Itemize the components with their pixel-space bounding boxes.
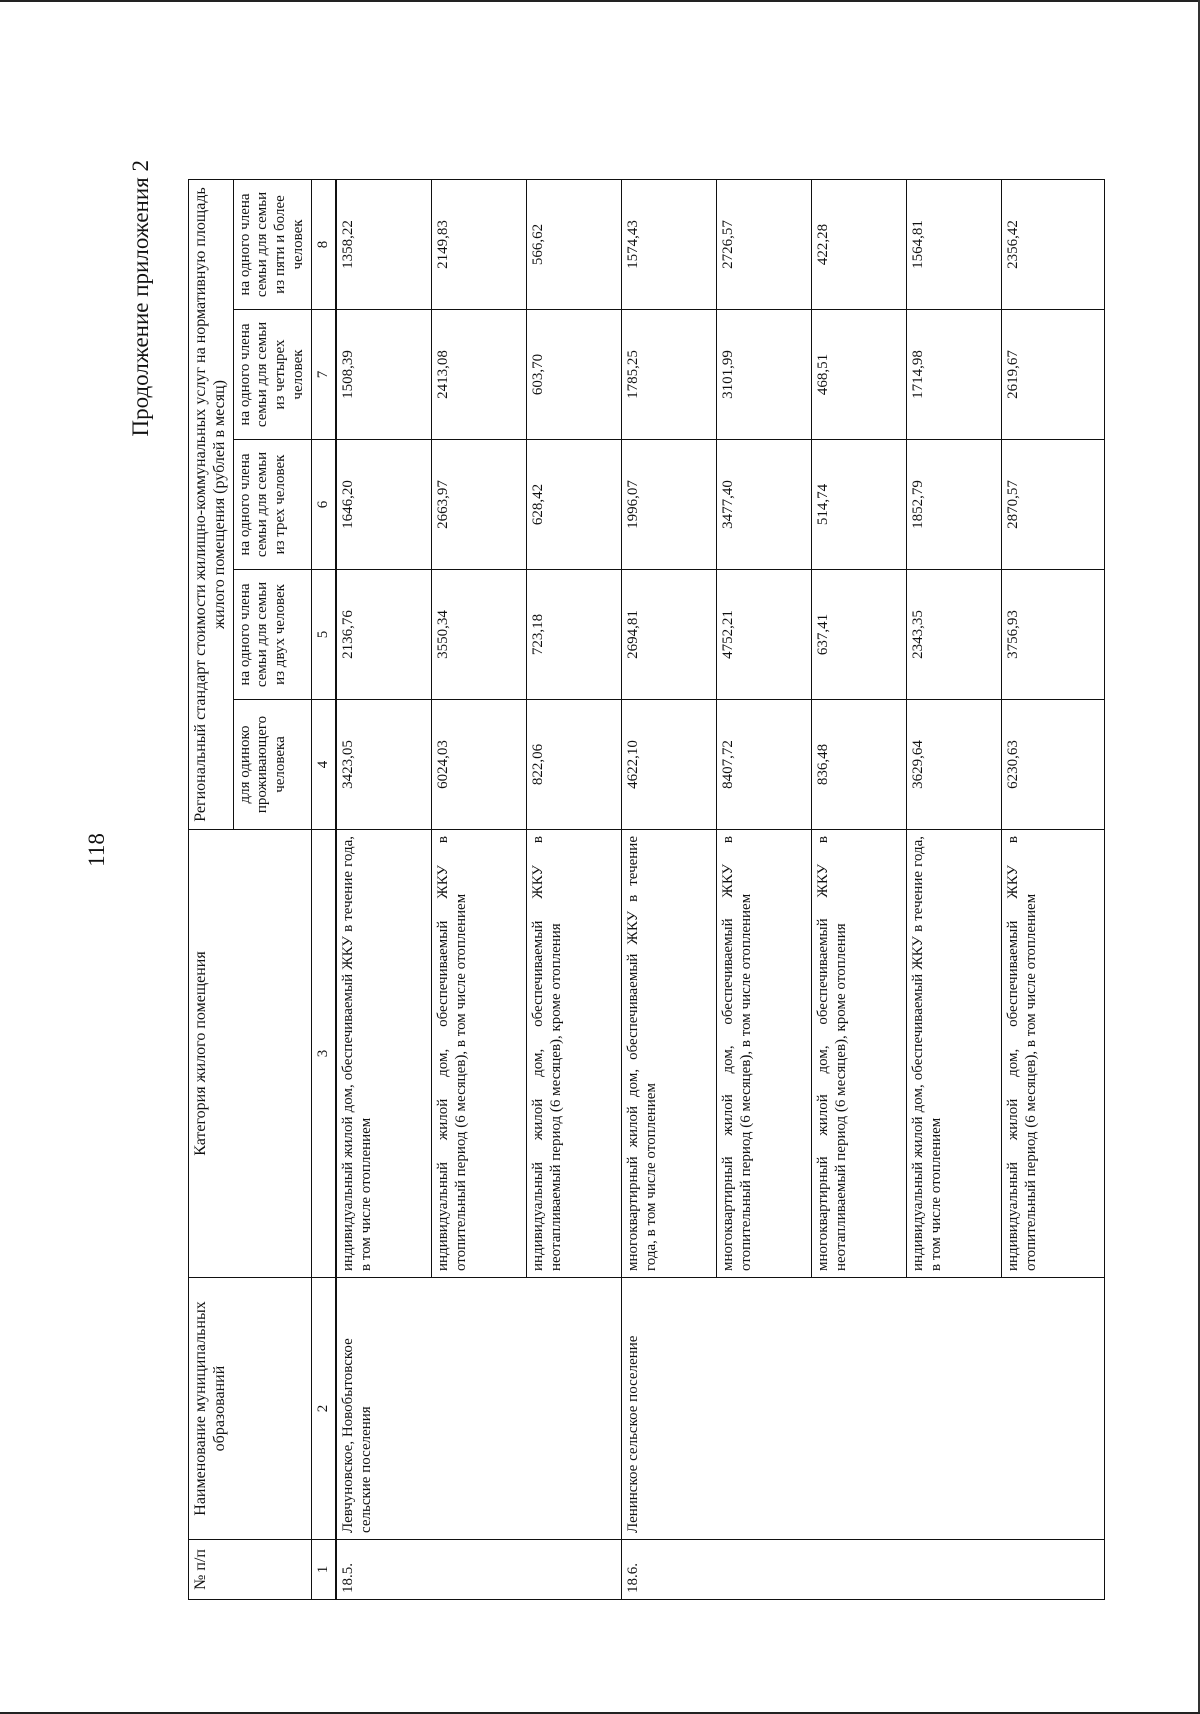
value-family-three: 2663,97 [432,440,527,570]
value-family-two: 2343,35 [907,570,1002,700]
value-single: 6230,63 [1002,700,1105,830]
housing-category: многоквартирный жилой дом, обеспечиваемый ЖКУ в отопительный период (6 месяцев), в том числе отоплением [717,830,812,1278]
value-family-two: 2694,81 [622,570,717,700]
header-family-two: на одного члена семьи для семьи из двух человек [233,570,311,700]
value-family-four: 3101,99 [717,310,812,440]
housing-category: индивидуальный жилой дом, обеспечиваемый ЖКУ в течение года, в том числе отоплением [907,830,1002,1278]
value-family-two: 3550,34 [432,570,527,700]
column-number-row [311,179,336,1599]
value-family-three: 514,74 [812,440,907,570]
housing-category: многоквартирный жилой дом, обеспечиваемый ЖКУ в неотапливаемый период (6 месяцев), кроме отопления [812,830,907,1278]
document-sheet [20,10,1170,1660]
value-single: 3423,05 [336,700,432,830]
column-number: 8 [311,179,336,309]
table-body [336,179,1105,1599]
header-municipality: Наименование муниципальных образований [189,1278,312,1540]
column-number: 6 [311,440,336,570]
tariff-table [188,179,1105,1600]
header-standard-group: Региональный стандарт стоимости жилищно-коммунальных услуг на нормативную площадь жилого помещения (рублей в месяц) [189,179,234,829]
column-number: 1 [311,1540,336,1600]
header-family-five: на одного члена семьи для семьи из пяти и более человек [233,179,311,309]
housing-category: индивидуальный жилой дом, обеспечиваемый ЖКУ в отопительный период (6 месяцев), в том числе отоплением [1002,830,1105,1278]
page-number: 118 [84,833,109,867]
value-family-four: 1785,25 [622,310,717,440]
header-number: № п/п [189,1540,312,1600]
value-family-three: 628,42 [527,440,622,570]
table-row [336,179,432,1599]
value-family-two: 3756,93 [1002,570,1105,700]
value-family-four: 2619,67 [1002,310,1105,440]
value-family-two: 637,41 [812,570,907,700]
scan-edge-top [0,0,1200,2]
value-family-five: 566,62 [527,179,622,309]
housing-category: индивидуальный жилой дом, обеспечиваемый ЖКУ в течение года, в том числе отоплением [336,830,432,1278]
value-family-two: 4752,21 [717,570,812,700]
value-single: 4622,10 [622,700,717,830]
row-number: 18.5. [336,1540,622,1600]
column-number: 7 [311,310,336,440]
row-number: 18.6. [622,1540,1105,1600]
housing-category: индивидуальный жилой дом, обеспечиваемый ЖКУ в неотапливаемый период (6 месяцев), кроме отопления [527,830,622,1278]
header-family-three: на одного члена семьи для семьи из трех человек [233,440,311,570]
value-family-four: 2413,08 [432,310,527,440]
table-header [189,179,337,1599]
value-family-five: 2726,57 [717,179,812,309]
value-single: 6024,03 [432,700,527,830]
column-number: 2 [311,1278,336,1540]
header-single-person: для одиноко проживающего человека [233,700,311,830]
housing-category: многоквартирный жилой дом, обеспечиваемый ЖКУ в течение года, в том числе отоплением [622,830,717,1278]
value-family-five: 1358,22 [336,179,432,309]
column-number: 4 [311,700,336,830]
value-family-three: 1852,79 [907,440,1002,570]
value-family-five: 1564,81 [907,179,1002,309]
column-number: 3 [311,830,336,1278]
value-family-five: 1574,43 [622,179,717,309]
value-family-three: 1646,20 [336,440,432,570]
table-row [622,179,717,1599]
header-category: Категория жилого помещения [189,830,312,1278]
value-family-four: 468,51 [812,310,907,440]
value-single: 822,06 [527,700,622,830]
municipality-name: Ленинское сельское поселение [622,1278,1105,1540]
value-family-five: 422,28 [812,179,907,309]
appendix-title: Продолжение приложения 2 [128,160,153,437]
value-family-four: 1508,39 [336,310,432,440]
value-single: 836,48 [812,700,907,830]
value-family-four: 603,70 [527,310,622,440]
value-family-two: 2136,76 [336,570,432,700]
value-family-four: 1714,98 [907,310,1002,440]
column-number: 5 [311,570,336,700]
municipality-name: Левчуновское, Новобытовское сельские поселения [336,1278,622,1540]
value-family-three: 2870,57 [1002,440,1105,570]
value-single: 8407,72 [717,700,812,830]
value-family-two: 723,18 [527,570,622,700]
housing-category: индивидуальный жилой дом, обеспечиваемый ЖКУ в отопительный период (6 месяцев), в том числе отоплением [432,830,527,1278]
header-family-four: на одного члена семьи для семьи из четырех человек [233,310,311,440]
value-family-three: 3477,40 [717,440,812,570]
value-family-five: 2149,83 [432,179,527,309]
value-family-five: 2356,42 [1002,179,1105,309]
value-single: 3629,64 [907,700,1002,830]
value-family-three: 1996,07 [622,440,717,570]
